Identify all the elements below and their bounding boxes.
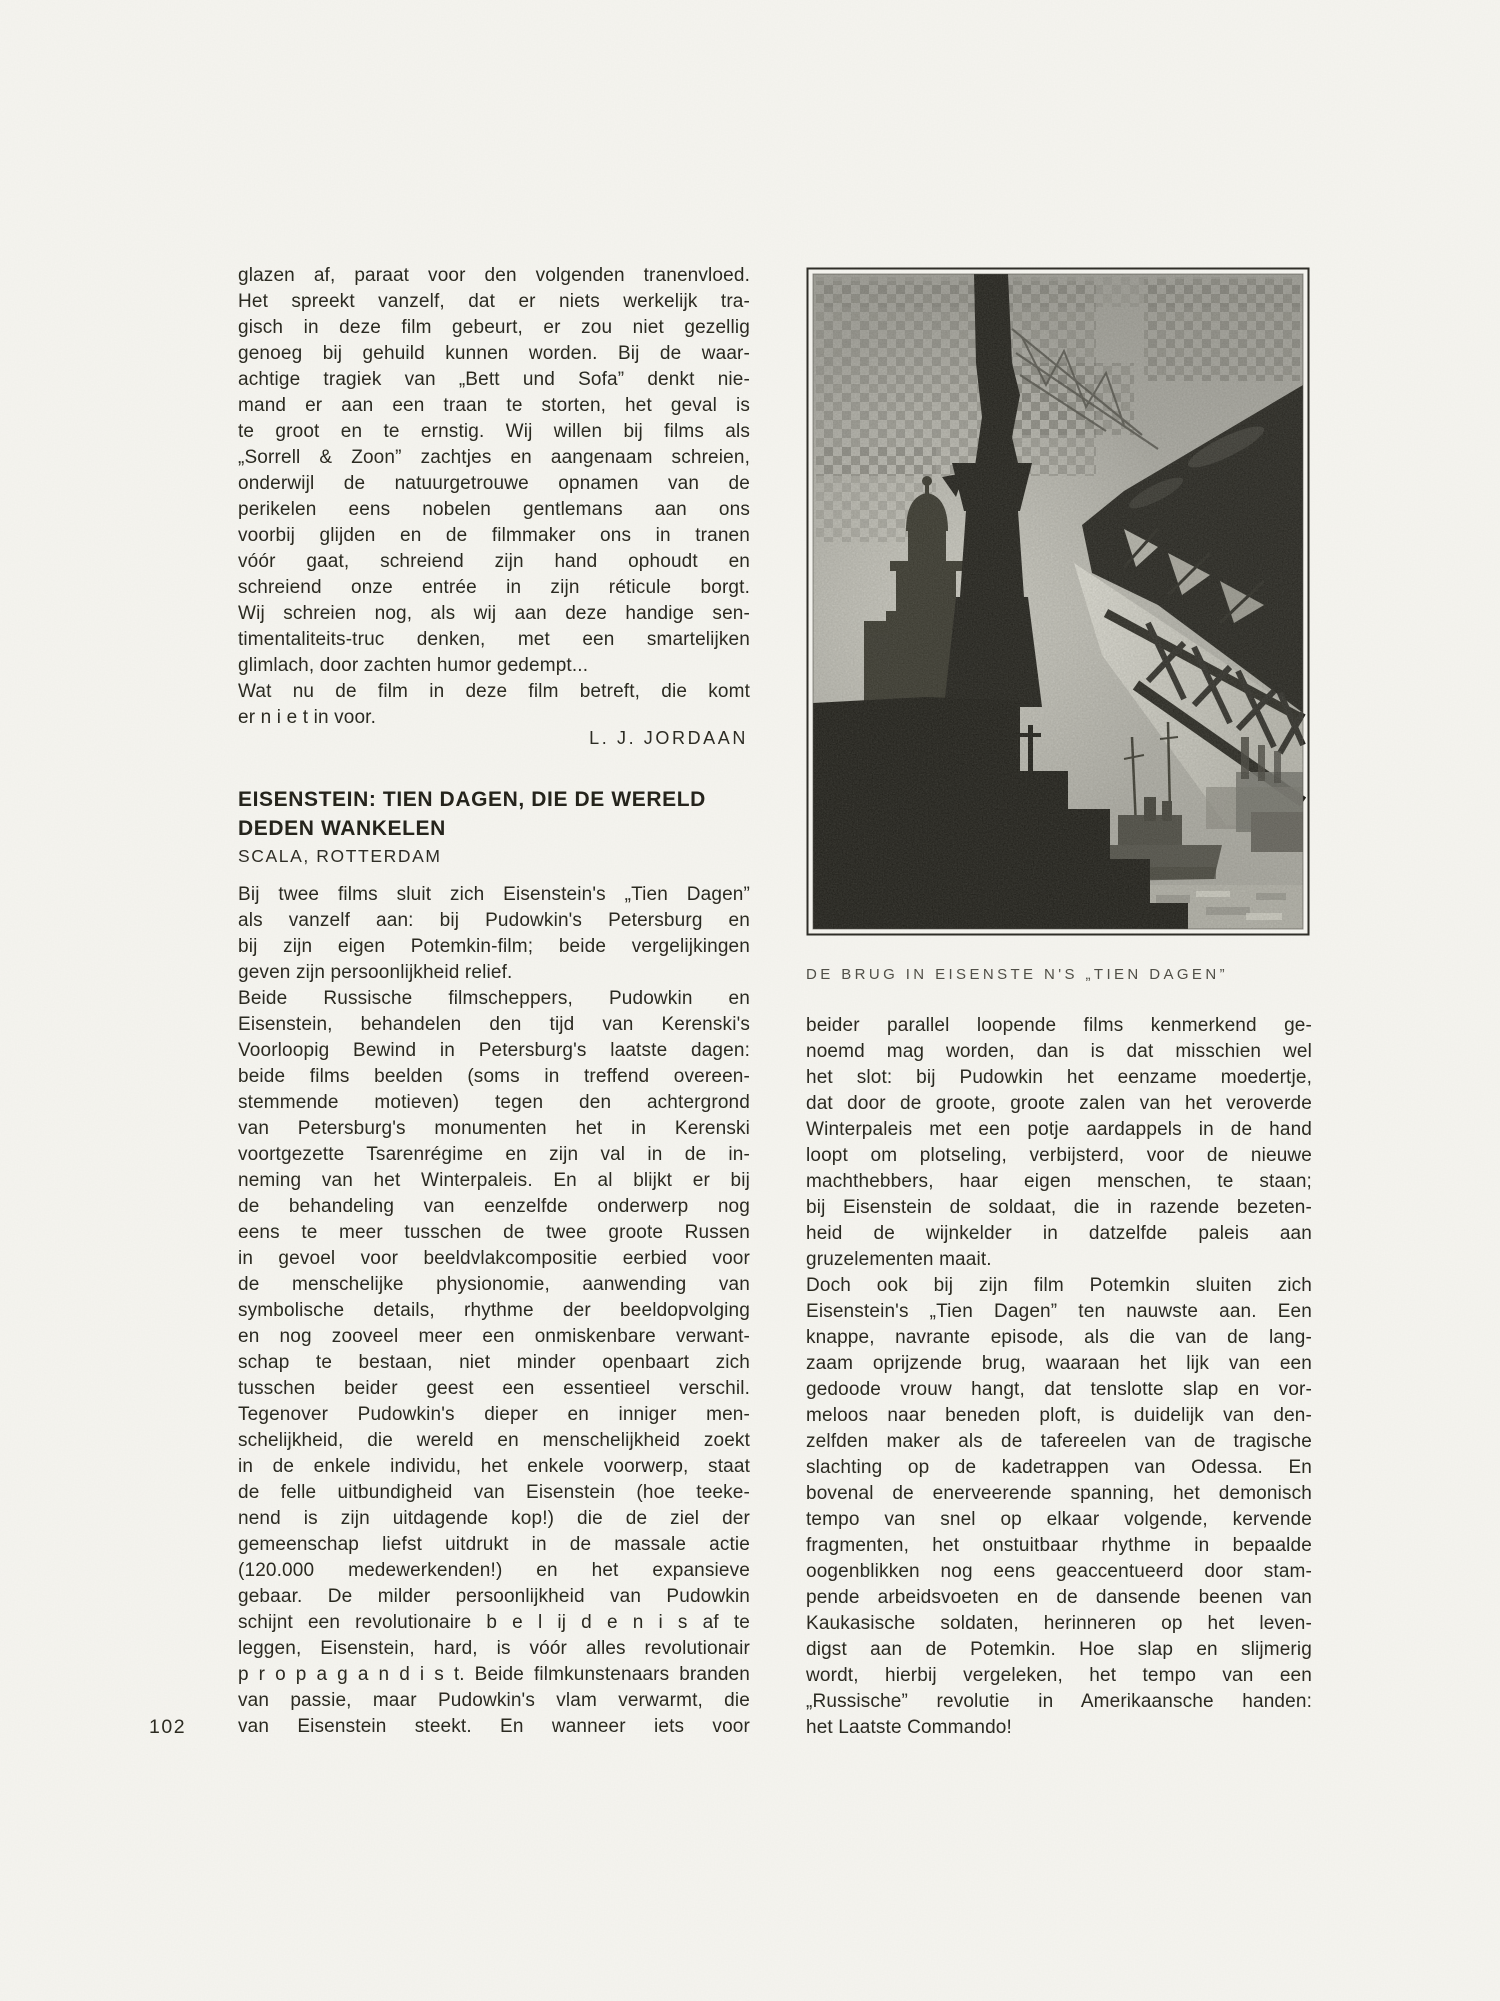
text-line: noemd mag worden, dan is dat misschien wel [806, 1041, 1312, 1062]
page-number: 102 [149, 1716, 187, 1738]
text-line: Voorloopig Bewind in Petersburg's laatste dagen: [238, 1040, 750, 1061]
text-line: van Eisenstein steekt. En wanneer iets voor [238, 1716, 750, 1737]
text-line: in de enkele individu, het enkele voorwerp, staat [238, 1456, 750, 1477]
text-line: er n i e t in voor. [238, 707, 377, 728]
text-line: bovenal de enerveerende spanning, het demonisch [806, 1483, 1312, 1504]
text-line: perikelen eens nobelen gentlemans aan ons [238, 499, 750, 520]
text-line: gebaar. De milder persoonlijkheid van Pudowkin [238, 1586, 750, 1607]
text-line: stemmende motieven) tegen den achtergrond [238, 1092, 750, 1113]
text-line: leggen, Eisenstein, hard, is vóór alles revolutionair [238, 1638, 750, 1659]
text-line: onderwijl de natuurgetrouwe opnamen van de [238, 473, 750, 494]
text-line: Doch ook bij zijn film Potemkin sluiten zich [806, 1275, 1312, 1296]
text-line: Wij schreien nog, als wij aan deze handige sen- [238, 603, 750, 624]
text-line: Eisenstein, behandelen den tijd van Kerenski's [238, 1014, 750, 1035]
text-line: het slot: bij Pudowkin het eenzame moedertje, [806, 1067, 1312, 1088]
text-line: oogenblikken nog eens geaccentueerd door stam- [806, 1561, 1312, 1582]
bridge-photo-illustration [806, 267, 1310, 936]
text-line: „Russische” revolutie in Amerikaansche handen: [806, 1691, 1312, 1712]
text-line: schijnt een revolutionaire b e l ij d e n i s af te [238, 1612, 750, 1633]
text-line: schreiend onze entrée in zijn réticule borgt. [238, 577, 750, 598]
text-line: Eisenstein's „Tien Dagen” ten nauwste aan. Een [806, 1301, 1312, 1322]
text-line: eens te meer tusschen de twee groote Russen [238, 1222, 750, 1243]
text-line: bij zijn eigen Potemkin-film; beide vergelijkingen [238, 936, 750, 957]
text-line: nend is zijn uitdagende kop!) die de ziel der [238, 1508, 750, 1529]
text-line: mand er aan een traan te storten, het geval is [238, 395, 750, 416]
text-line: vóór gaat, schreiend zijn hand ophoudt en [238, 551, 750, 572]
text-line: „Sorrell & Zoon” zachtjes en aangenaam schreien, [238, 447, 750, 468]
left-column-intro [238, 263, 750, 731]
text-line: (120.000 medewerkenden!) en het expansieve [238, 1560, 750, 1581]
text-line: zelfden maker als de tafereelen van de tragische [806, 1431, 1312, 1452]
text-line: de felle uitbundigheid van Eisenstein (hoe teeke- [238, 1482, 750, 1503]
text-line: tempo van snel op elkaar volgende, kervende [806, 1509, 1312, 1530]
text-line: zaam oprijzende brug, waaraan het lijk van een [806, 1353, 1312, 1374]
text-line: glazen af, paraat voor den volgenden tranenvloed. [238, 265, 750, 286]
text-line: in gevoel voor beeldvlakcompositie eerbied voor [238, 1248, 750, 1269]
text-line: tusschen beider geest een essentieel verschil. [238, 1378, 750, 1399]
text-line: en nog zooveel meer een onmiskenbare verwant- [238, 1326, 750, 1347]
text-line: Winterpaleis met een potje aardappels in de hand [806, 1119, 1312, 1140]
article-heading [238, 785, 758, 843]
text-line: fragmenten, het onstuitbaar rhythme in bepaalde [806, 1535, 1312, 1556]
text-line: voorbij glijden en de filmmaker ons in tranen [238, 525, 750, 546]
text-line: gisch in deze film gebeurt, er zou niet gezellig [238, 317, 750, 338]
text-line: machthebbers, haar eigen menschen, te staan; [806, 1171, 1312, 1192]
text-line: p r o p a g a n d i s t. Beide filmkunstenaars branden [238, 1664, 750, 1685]
text-line: digst aan de Potemkin. Hoe slap en slijmerig [806, 1639, 1312, 1660]
photo-caption: DE BRUG IN EISENSTE N'S „TIEN DAGEN” [806, 966, 1228, 983]
text-line: schelijkheid, die wereld en menschelijkheid zoekt [238, 1430, 750, 1451]
text-line: wordt, hierbij vergeleken, het tempo van een [806, 1665, 1312, 1686]
right-column-body [806, 1013, 1312, 1741]
text-line: dat door de groote, groote zalen van het veroverde [806, 1093, 1312, 1114]
text-line: als vanzelf aan: bij Pudowkin's Petersburg en [238, 910, 750, 931]
text-line: Wat nu de film in deze film betreft, die komt [238, 681, 750, 702]
text-line: genoeg bij gehuild kunnen worden. Bij de waar- [238, 343, 750, 364]
text-line: loopt om plotseling, verbijsterd, voor de nieuwe [806, 1145, 1312, 1166]
text-line: heid de wijnkelder in datzelfde paleis aan [806, 1223, 1312, 1244]
text-line: de menschelijke physionomie, aanwending van [238, 1274, 750, 1295]
text-line: Kaukasische soldaten, herinneren op het leven- [806, 1613, 1312, 1634]
text-line: geven zijn persoonlijkheid relief. [238, 962, 513, 983]
text-line: gedoode vrouw hangt, dat tenslotte slap en vor- [806, 1379, 1312, 1400]
venue-line: SCALA, ROTTERDAM [238, 846, 442, 866]
text-line: gruzelementen maait. [806, 1249, 992, 1270]
text-line: beide films beelden (soms in treffend overeen- [238, 1066, 750, 1087]
text-line: Beide Russische filmscheppers, Pudowkin en [238, 988, 750, 1009]
text-line: gemeenschap liefst uitdrukt in de massale actie [238, 1534, 750, 1555]
left-column-body [238, 882, 750, 1740]
text-line: Tegenover Pudowkin's dieper en inniger men- [238, 1404, 750, 1425]
bridge-photo [806, 267, 1310, 936]
text-line: van Petersburg's monumenten het in Kerenski [238, 1118, 750, 1139]
text-line: achtige tragiek van „Bett und Sofa” denkt nie- [238, 369, 750, 390]
text-line: bij Eisenstein de soldaat, die in razende bezeten- [806, 1197, 1312, 1218]
text-line: voortgezette Tsarenrégime en zijn val in de in- [238, 1144, 750, 1165]
photo-grain-light [813, 274, 1303, 929]
text-line: pende arbeidsvoeten en de dansende beenen van [806, 1587, 1312, 1608]
text-line: schap te bestaan, niet minder openbaart zich [238, 1352, 750, 1373]
text-line: beider parallel loopende films kenmerkend ge- [806, 1015, 1312, 1036]
text-line: neming van het Winterpaleis. En al blijkt er bij [238, 1170, 750, 1191]
article-heading-line2: DEDEN WANKELEN [238, 817, 446, 840]
text-line: knappe, navrante episode, als die van de lang- [806, 1327, 1312, 1348]
text-line: slachting op de kadetrappen van Odessa. En [806, 1457, 1312, 1478]
text-line: het Laatste Commando! [806, 1717, 1012, 1738]
text-line: van passie, maar Pudowkin's vlam verwarmt, die [238, 1690, 750, 1711]
text-line: de behandeling van eenzelfde onderwerp nog [238, 1196, 750, 1217]
article-heading-line1: EISENSTEIN: TIEN DAGEN, DIE DE WERELD [238, 788, 706, 811]
text-line: symbolische details, rhythme der beeldopvolging [238, 1300, 750, 1321]
text-line: glimlach, door zachten humor gedempt... [238, 655, 589, 676]
text-line: timentaliteits-truc denken, met een smartelijken [238, 629, 750, 650]
text-line: Het spreekt vanzelf, dat er niets werkelijk tra- [238, 291, 750, 312]
byline: L. J. JORDAAN [589, 728, 748, 748]
text-line: meloos naar beneden ploft, is duidelijk van den- [806, 1405, 1312, 1426]
text-line: te groot en te ernstig. Wij willen bij films als [238, 421, 750, 442]
text-line: Bij twee films sluit zich Eisenstein's „Tien Dagen” [238, 884, 750, 905]
